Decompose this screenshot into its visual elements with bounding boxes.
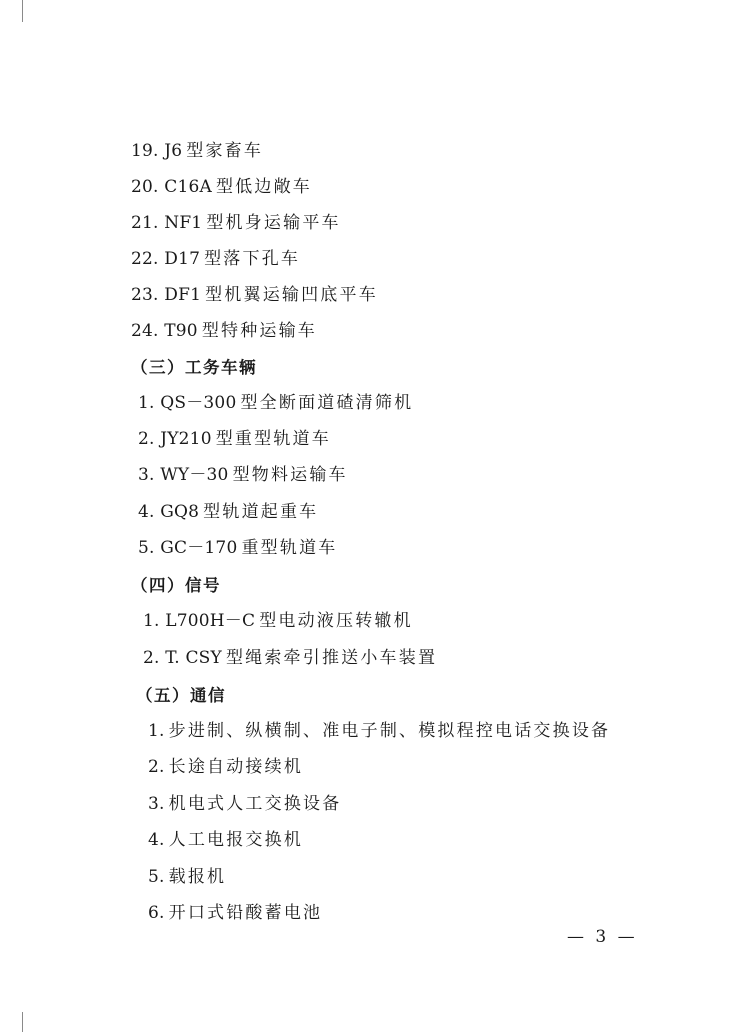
list-item <box>138 393 413 413</box>
page-number: — 3 — <box>567 927 638 947</box>
item-text: 载报机 <box>168 867 227 887</box>
item-number: 6. <box>148 903 165 923</box>
list-item <box>131 141 263 161</box>
item-number: 1. <box>148 721 165 741</box>
section-heading: （五）通信 <box>136 686 226 705</box>
list-item <box>131 213 341 233</box>
list-item <box>148 721 610 741</box>
item-text: 型绳索牵引推送小车装置 <box>225 648 438 668</box>
item-number: 4. <box>148 830 165 850</box>
item-text: 型重型轨道车 <box>215 429 331 449</box>
scan-edge-top <box>22 0 23 22</box>
item-text: 型落下孔车 <box>204 249 301 269</box>
list-item <box>138 502 318 522</box>
item-text: 型电动液压转辙机 <box>259 611 413 631</box>
item-text: 型特种运输车 <box>201 321 318 341</box>
section-heading: （三）工务车辆 <box>131 358 257 377</box>
item-text: 型家畜车 <box>186 141 264 161</box>
item-number: 5. GC－170 <box>138 538 238 558</box>
item-number: 19. J6 <box>131 141 183 161</box>
item-number: 21. NF1 <box>131 213 203 233</box>
item-number: 2. T. CSY <box>143 648 222 668</box>
list-item <box>148 830 303 850</box>
item-number: 3. WY－30 <box>138 465 229 485</box>
item-number: 2. JY210 <box>138 429 212 449</box>
item-text: 型机身运输平车 <box>206 213 341 233</box>
item-text: 型低边敞车 <box>215 177 312 197</box>
item-text: 步进制、纵横制、准电子制、模拟程控电话交换设备 <box>168 721 611 741</box>
item-text: 型物料运输车 <box>232 465 348 485</box>
list-item <box>131 285 378 305</box>
item-number: 3. <box>148 794 165 814</box>
list-item <box>138 465 348 485</box>
item-number: 22. D17 <box>131 249 201 269</box>
item-text: 重型轨道车 <box>241 538 338 558</box>
item-number: 1. QS－300 <box>138 393 237 413</box>
list-item <box>148 903 322 923</box>
list-item <box>131 177 312 197</box>
list-item <box>138 538 337 558</box>
item-number: 1. L700H－C <box>143 611 256 631</box>
item-number: 2. <box>148 757 165 777</box>
scan-edge-bottom <box>22 1012 23 1032</box>
item-number: 5. <box>148 867 165 887</box>
section-heading: （四）信号 <box>131 576 221 595</box>
list-item <box>143 611 413 631</box>
list-item <box>148 867 226 887</box>
list-item <box>148 757 303 777</box>
item-number: 23. DF1 <box>131 285 202 305</box>
item-text: 开口式铅酸蓄电池 <box>168 903 323 923</box>
item-text: 型机翼运输凹底平车 <box>205 285 378 305</box>
list-item <box>131 249 300 269</box>
list-item <box>138 429 331 449</box>
item-text: 型全断面道碴清筛机 <box>240 393 414 413</box>
item-text: 机电式人工交换设备 <box>168 794 342 814</box>
list-item <box>143 648 437 668</box>
list-item <box>131 321 317 341</box>
item-text: 长途自动接续机 <box>168 757 304 777</box>
item-number: 4. GQ8 <box>138 502 200 522</box>
item-number: 24. T90 <box>131 321 198 341</box>
item-text: 人工电报交换机 <box>168 830 304 850</box>
list-item <box>148 794 341 814</box>
item-number: 20. C16A <box>131 177 212 197</box>
item-text: 型轨道起重车 <box>203 502 319 522</box>
